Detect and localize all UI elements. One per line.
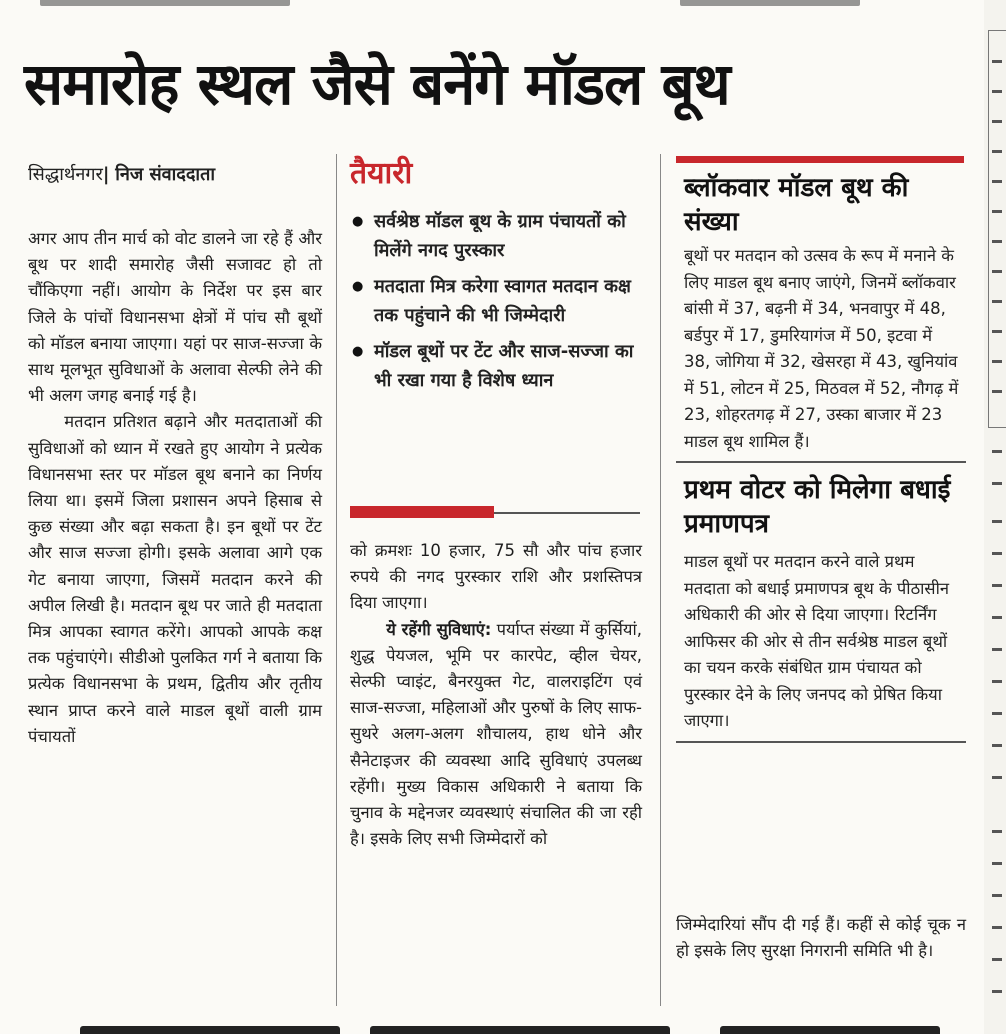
cropped-bottom-headline (0, 1018, 984, 1034)
highlight-item: ● सर्वश्रेष्ठ मॉडल बूथ के ग्राम पंचायतों को मिलेंगे नगद पुरस्कार (350, 208, 642, 265)
paragraph-body: मतदान प्रतिशत बढ़ाने और मतदाताओं की सुविधाओं को ध्यान में रखते हुए आयोग ने प्रत्येक विधानसभा स्तर पर मॉडल बूथ बनाने का निर्णय लिया था। इसमें जिला प्रशासन अपने हिसाब से कुछ संख्या और बढ़ा सकता है। इन बूथों पर टेंट और साज सज्जा होगी। इसके अलावा आगे एक गेट बनाया जाएगा, जिसमें मतदान करने की अपील लिखी है। मतदान बूथ पर जाते ही मतदाता मित्र आपका स्वागत करेंगे। आपको आपके कक्ष तक पहुंचाएंगे। सीडीओ पुलकित गर्ग ने बताया कि प्रत्येक विधानसभा के प्रथम, द्वितीय और तृतीय स्थान प्राप्त करने वाले माडल बूथों वाली ग्राम पंचायतों (28, 412, 322, 746)
box-divider (676, 741, 966, 743)
headline: समारोह स्थल जैसे बनेंगे मॉडल बूथ (24, 50, 730, 118)
byline-place: सिद्धार्थनगर (28, 164, 103, 185)
box-first-voter-text: माडल बूथों पर मतदान करने वाले प्रथम मतदाता को बधाई प्रमाणपत्र बूथ के पीठासीन अधिकारी की ओर से दिया जाएगा। रिटर्निंग आफिसर की ओर से तीन सर्वश्रेष्ठ माडल बूथों का चयन करके संबंधित ग्राम पंचायत को पुरस्कार देने के लिए जनपद को प्रेषित किया जाएगा। (684, 552, 950, 730)
article-column-1 (28, 226, 322, 750)
paragraph-prize: को क्रमशः 10 हजार, 75 सौ और पांच हजार रुपये की नगद पुरस्कार राशि और प्रशस्तिपत्र दिया जाएगा। (350, 541, 642, 613)
highlight-item: ● मतदाता मित्र करेगा स्वागत मतदान कक्ष तक पहुंचाने की भी जिम्मेदारी (350, 273, 642, 330)
cropped-top-text (0, 0, 1006, 10)
article-column-3-tail (676, 912, 966, 964)
section-rule-thin (494, 512, 640, 514)
article-column-3 (676, 156, 966, 743)
byline-separator: | (102, 164, 110, 185)
box-first-voter-title: प्रथम वोटर को मिलेगा बधाई प्रमाणपत्र (684, 475, 951, 539)
facilities-lead: ये रहेंगी सुविधाएं: (386, 619, 492, 639)
paragraph-intro: अगर आप तीन मार्च को वोट डालने जा रहे हैं और बूथ पर शादी समारोह जैसी सजावट हो तो चौंकिएगा नहीं। आयोग के निर्देश पर इस बार जिले के पांचों विधानसभा क्षेत्रों में पांच सौ बूथों को मॉडल बनाया जाएगा। यहां पर साज-सज्जा के साथ मूलभूत सुविधाओं के अलावा सेल्फी लेने की भी अलग जगह बनाई गई है। (28, 229, 322, 406)
box-blockwise-title: ब्लॉकवार मॉडल बूथ की संख्या (684, 173, 909, 237)
box-divider (676, 461, 966, 463)
highlights-list (350, 208, 642, 395)
box-blockwise-text: बूथों पर मतदान को उत्सव के रूप में मनाने के लिए माडल बूथ बनाए जाएंगे, जिनमें ब्लॉकवार बांसी में 37, बढ़नी में 34, भनवापुर में 48, बर्डपुर में 17, डुमरियागंज में 50, इटवा में 38, जोगिया में 32, खेसरहा में 43, खुनियांव में 51, लोटन में 25, मिठवल में 52, नौगढ़ में 23, शोहरतगढ़ में 27, उस्का बाजार में 23 माडल बूथ शामिल हैं। (684, 246, 959, 451)
section-rule-red (350, 506, 494, 518)
article-column-2 (350, 154, 642, 403)
box-top-rule (676, 156, 964, 163)
article-column-2-body (350, 538, 642, 852)
facilities-text: पर्याप्त संख्या में कुर्सियां, शुद्ध पेयजल, भूमि पर कारपेट, व्हील चेयर, सेल्फी प्वाइंट, बैनरयुक्त गेट, वालराइटिंग एवं साज-सज्जा, महिलाओं और पुरुषों के लिए साफ-सुथरे अलग-अलग शौचालय, हाथ धोने और सैनेटाइजर की व्यवस्था आदि सुविधाएं उपलब्ध रहेंगी। मुख्य विकास अधिकारी ने बताया कि चुनाव के मद्देनजर व्यवस्थाएं संचालित की जा रही है। इसके लिए सभी जिम्मेदारों को (350, 619, 642, 849)
byline-reporter: निज संवाददाता (115, 164, 215, 185)
highlight-item: ● मॉडल बूथों पर टेंट और साज-सज्जा का भी रखा गया है विशेष ध्यान (350, 338, 642, 395)
paragraph-tail: जिम्मेदारियां सौंप दी गई हैं। कहीं से कोई चूक न हो इसके लिए सुरक्षा निगरानी समिति भी है। (676, 915, 966, 961)
section-rule (350, 506, 640, 518)
byline (28, 160, 328, 190)
paragraph-facilities (350, 617, 642, 853)
column-divider (660, 154, 661, 1006)
cropped-adjacent-column (984, 0, 1006, 1034)
column-divider (336, 154, 337, 1006)
kicker-label: तैयारी (350, 156, 413, 191)
